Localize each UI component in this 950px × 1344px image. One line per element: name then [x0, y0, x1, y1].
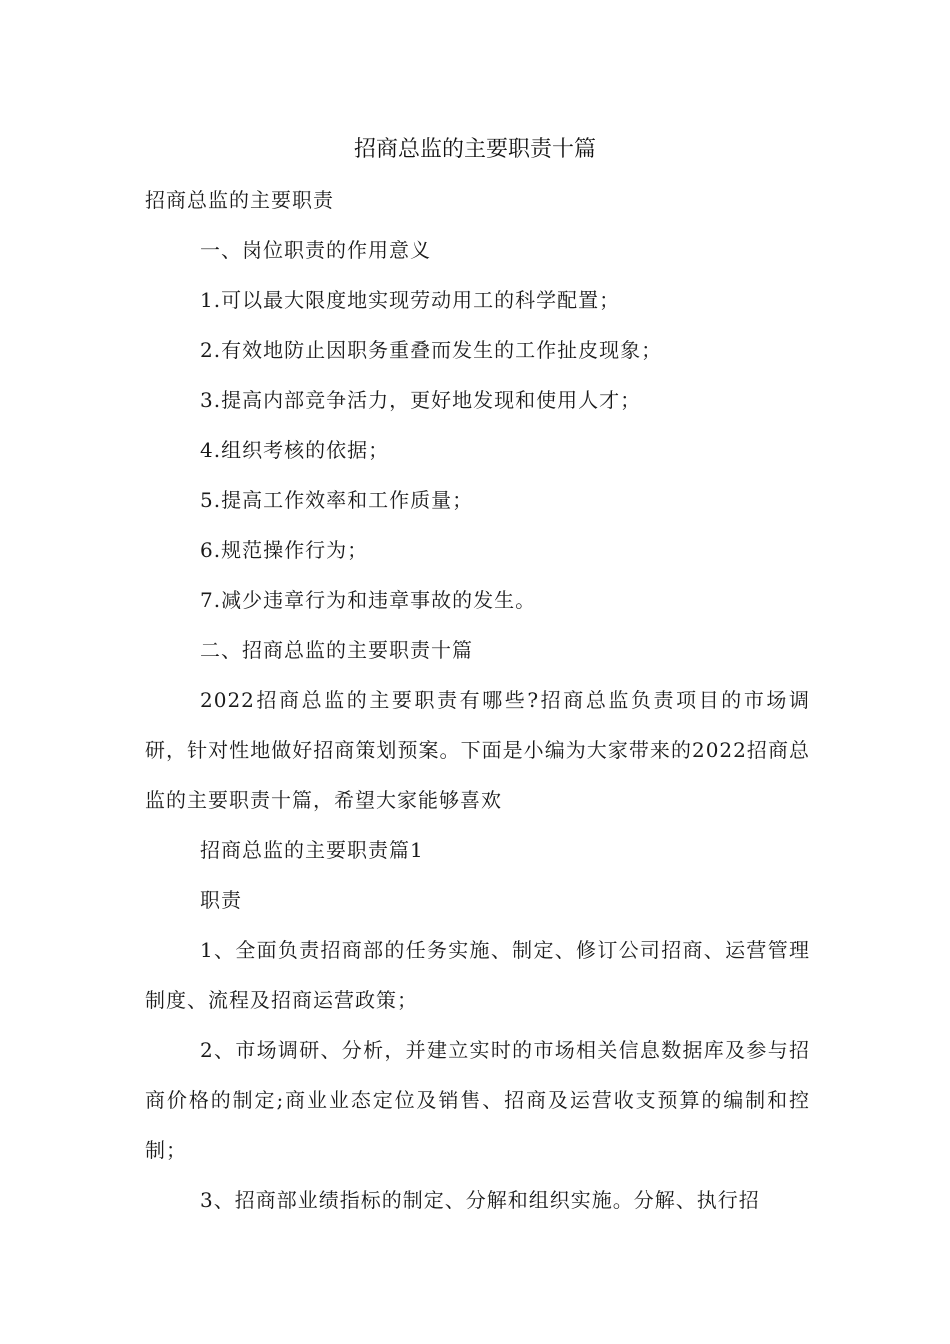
list-item: 2.有效地防止因职务重叠而发生的工作扯皮现象；	[200, 338, 663, 362]
article-subheading: 职责	[200, 888, 242, 912]
article-heading: 招商总监的主要职责篇1	[200, 838, 424, 862]
intro-paragraph: 2022招商总监的主要职责有哪些?招商总监负责项目的市场调研，针对性地做好招商策划预案。下面是小编为大家带来的2022招商总监的主要职责十篇，希望大家能够喜欢	[145, 688, 810, 812]
list-item: 4.组织考核的依据；	[200, 438, 390, 462]
duty-paragraph: 3、招商部业绩指标的制定、分解和组织实施。分解、执行招	[200, 1188, 760, 1212]
duty-paragraph: 2、市场调研、分析，并建立实时的市场相关信息数据库及参与招商价格的制定;商业业态定位及销售、招商及运营收支预算的编制和控制；	[145, 1038, 810, 1162]
list-item: 3.提高内部竞争活力，更好地发现和使用人才；	[200, 388, 642, 412]
list-item: 5.提高工作效率和工作质量；	[200, 488, 474, 512]
list-item: 6.规范操作行为；	[200, 538, 369, 562]
section-one-heading: 一、岗位职责的作用意义	[200, 238, 431, 262]
list-item: 7.减少违章行为和违章事故的发生。	[200, 588, 537, 612]
section-two-heading: 二、招商总监的主要职责十篇	[200, 638, 473, 662]
duty-paragraph: 1、全面负责招商部的任务实施、制定、修订公司招商、运营管理制度、流程及招商运营政策；	[145, 938, 810, 1012]
document-title: 招商总监的主要职责十篇	[353, 137, 596, 162]
list-item: 1.可以最大限度地实现劳动用工的科学配置；	[200, 288, 621, 312]
document-heading: 招商总监的主要职责	[145, 188, 334, 212]
